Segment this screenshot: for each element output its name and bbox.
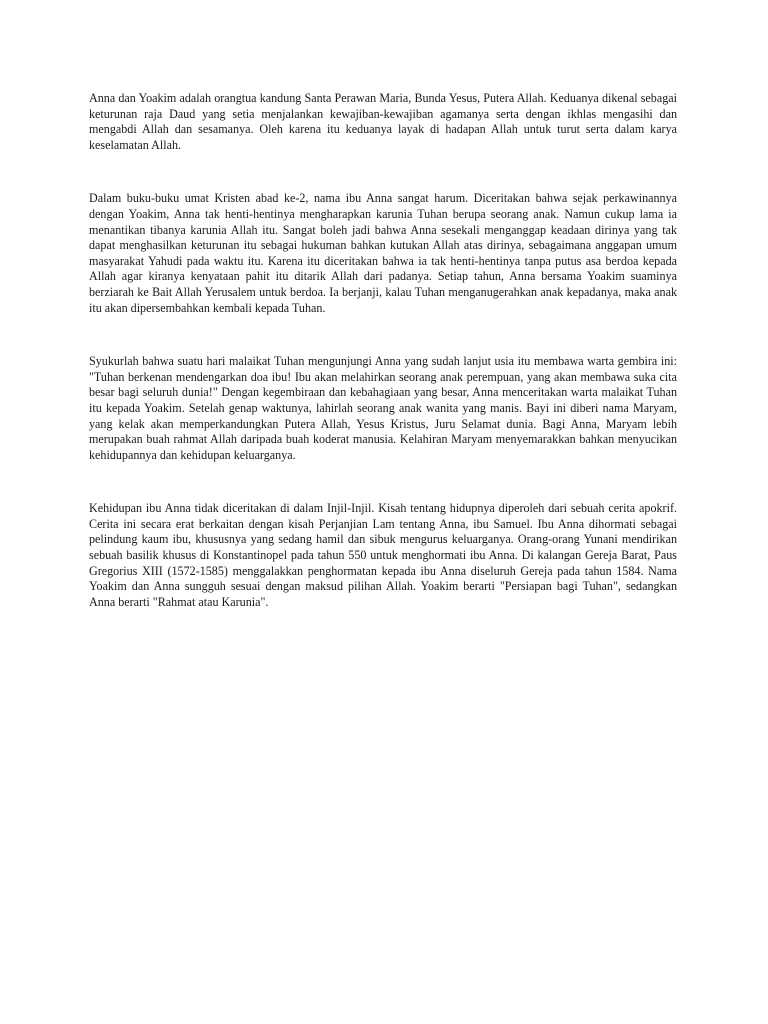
document-body (89, 91, 677, 610)
paragraph-4: Kehidupan ibu Anna tidak diceritakan di dalam Injil-Injil. Kisah tentang hidupnya diperoleh dari sebuah cerita apokrif. Cerita ini secara erat berkaitan dengan kisah Perjanjian Lam tentang Anna, ibu Samuel. Ibu Anna dihormati sebagai pelindung kaum ibu, khususnya yang sedang hamil dan sibuk mengurus keluarganya. Orang-orang Yunani mendirikan sebuah basilik khusus di Konstantinopel pada tahun 550 untuk menghormati ibu Anna. Di kalangan Gereja Barat, Paus Gregorius XIII (1572-1585) menggalakkan penghormatan kepada ibu Anna diseluruh Gereja pada tahun 1584. Nama Yoakim dan Anna sungguh sesuai dengan maksud pilihan Allah. Yoakim berarti "Persiapan bagi Tuhan", sedangkan Anna berarti "Rahmat atau Karunia". (89, 501, 677, 609)
paragraph-3: Syukurlah bahwa suatu hari malaikat Tuhan mengunjungi Anna yang sudah lanjut usia itu membawa warta gembira ini: "Tuhan berkenan mendengarkan doa ibu! Ibu akan melahirkan seorang anak perempuan, yang akan membawa suka cita besar bagi seluruh dunia!" Dengan kegembiraan dan kebahagiaan yang besar, Anna menceritakan warta malaikat Tuhan itu kepada Yoakim. Setelah genap waktunya, lahirlah seorang anak wanita yang manis. Bayi ini diberi nama Maryam, yang kelak akan memperkandungkan Putera Allah, Yesus Kristus, Juru Selamat dunia. Bagi Anna, Maryam lebih merupakan buah rahmat Allah daripada buah koderat manusia. Kelahiran Maryam menyemarakkan bahkan menyucikan kehidupannya dan kehidupan keluarganya. (89, 354, 677, 462)
paragraph-1: Anna dan Yoakim adalah orangtua kandung Santa Perawan Maria, Bunda Yesus, Putera Allah. Keduanya dikenal sebagai keturunan raja Daud yang setia menjalankan kewajiban-kewajiban agamanya serta dengan ikhlas mengasihi dan mengabdi Allah dan sesamanya. Oleh karena itu keduanya layak di hadapan Allah untuk turut serta dalam karya keselamatan Allah. (89, 91, 677, 152)
paragraph-2: Dalam buku-buku umat Kristen abad ke-2, nama ibu Anna sangat harum. Diceritakan bahwa sejak perkawinannya dengan Yoakim, Anna tak henti-hentinya mengharapkan karunia Tuhan berupa seorang anak. Namun cukup lama ia menantikan tibanya karunia Allah itu. Sangat boleh jadi bahwa Anna sesekali menganggap keadaan dirinya yang tak dapat menghasilkan keturunan itu sebagai hukuman bahkan kutukan Allah atas dirinya, sebagaimana anggapan umum masyarakat Yahudi pada waktu itu. Karena itu diceritakan bahwa ia tak henti-hentinya tanpa putus asa berdoa kepada Allah agar kiranya kenyataan pahit itu ditarik Allah dari padanya. Setiap tahun, Anna bersama Yoakim suaminya berziarah ke Bait Allah Yerusalem untuk berdoa. Ia berjanji, kalau Tuhan menganugerahkan anak kepadanya, maka anak itu akan dipersembahkan kembali kepada Tuhan. (89, 191, 677, 315)
